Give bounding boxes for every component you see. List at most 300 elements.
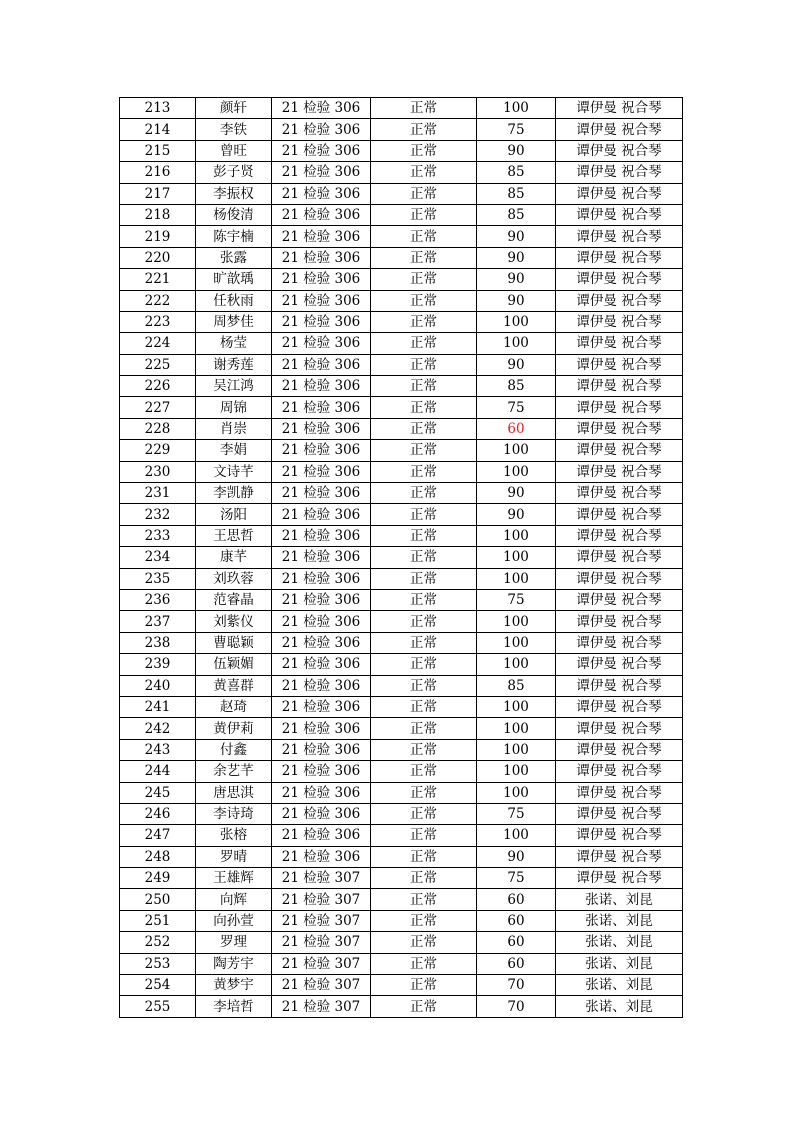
status-cell: 正常 <box>371 996 477 1017</box>
teacher-names: 谭伊曼 祝合琴 <box>556 825 683 846</box>
score-cell: 100 <box>477 525 556 546</box>
teacher-names: 谭伊曼 祝合琴 <box>556 333 683 354</box>
status-cell: 正常 <box>371 247 477 268</box>
status-cell: 正常 <box>371 525 477 546</box>
row-number: 253 <box>120 953 196 974</box>
teacher-names: 谭伊曼 祝合琴 <box>556 119 683 140</box>
teacher-names: 谭伊曼 祝合琴 <box>556 440 683 461</box>
student-name: 罗晴 <box>196 846 272 867</box>
status-cell: 正常 <box>371 782 477 803</box>
status-cell: 正常 <box>371 418 477 439</box>
student-name: 陶芳宇 <box>196 953 272 974</box>
class-name: 21 检验 306 <box>272 632 371 653</box>
table-row <box>120 162 683 183</box>
student-name: 刘玖蓉 <box>196 568 272 589</box>
teacher-names: 谭伊曼 祝合琴 <box>556 868 683 889</box>
score-cell: 100 <box>477 782 556 803</box>
table-row <box>120 461 683 482</box>
status-cell: 正常 <box>371 547 477 568</box>
student-name: 杨莹 <box>196 333 272 354</box>
row-number: 221 <box>120 269 196 290</box>
student-name: 任秋雨 <box>196 290 272 311</box>
class-name: 21 检验 306 <box>272 418 371 439</box>
table-row <box>120 354 683 375</box>
teacher-names: 张诺、刘昆 <box>556 996 683 1017</box>
score-cell: 75 <box>477 119 556 140</box>
student-name: 伍颖媚 <box>196 654 272 675</box>
class-name: 21 检验 306 <box>272 803 371 824</box>
status-cell: 正常 <box>371 932 477 953</box>
row-number: 237 <box>120 611 196 632</box>
student-name: 康芊 <box>196 547 272 568</box>
table-row <box>120 953 683 974</box>
student-name: 陈宇楠 <box>196 226 272 247</box>
status-cell: 正常 <box>371 119 477 140</box>
class-name: 21 检验 306 <box>272 675 371 696</box>
class-name: 21 检验 306 <box>272 333 371 354</box>
score-cell: 100 <box>477 825 556 846</box>
row-number: 227 <box>120 397 196 418</box>
table-row <box>120 183 683 204</box>
class-name: 21 检验 306 <box>272 98 371 119</box>
student-name: 谢秀莲 <box>196 354 272 375</box>
class-name: 21 检验 306 <box>272 376 371 397</box>
status-cell: 正常 <box>371 504 477 525</box>
score-cell: 100 <box>477 461 556 482</box>
status-cell: 正常 <box>371 226 477 247</box>
table-row <box>120 376 683 397</box>
student-name: 李培哲 <box>196 996 272 1017</box>
table-row <box>120 889 683 910</box>
row-number: 252 <box>120 932 196 953</box>
teacher-names: 谭伊曼 祝合琴 <box>556 461 683 482</box>
student-name: 黄喜群 <box>196 675 272 696</box>
table-row <box>120 119 683 140</box>
class-name: 21 检验 306 <box>272 226 371 247</box>
score-cell: 60 <box>477 418 556 439</box>
score-cell: 100 <box>477 718 556 739</box>
class-name: 21 检验 306 <box>272 825 371 846</box>
teacher-names: 谭伊曼 祝合琴 <box>556 354 683 375</box>
student-name: 罗理 <box>196 932 272 953</box>
table-row <box>120 910 683 931</box>
class-name: 21 检验 306 <box>272 119 371 140</box>
class-name: 21 检验 306 <box>272 761 371 782</box>
row-number: 254 <box>120 975 196 996</box>
class-name: 21 检验 306 <box>272 204 371 225</box>
teacher-names: 张诺、刘昆 <box>556 975 683 996</box>
score-cell: 60 <box>477 953 556 974</box>
score-cell: 85 <box>477 675 556 696</box>
status-cell: 正常 <box>371 846 477 867</box>
score-cell: 90 <box>477 269 556 290</box>
row-number: 246 <box>120 803 196 824</box>
score-cell: 90 <box>477 290 556 311</box>
student-name: 李铁 <box>196 119 272 140</box>
table-row <box>120 311 683 332</box>
student-name: 吴江鸿 <box>196 376 272 397</box>
student-name: 张榕 <box>196 825 272 846</box>
table-row <box>120 418 683 439</box>
student-name: 彭子贤 <box>196 162 272 183</box>
status-cell: 正常 <box>371 568 477 589</box>
status-cell: 正常 <box>371 483 477 504</box>
class-name: 21 检验 306 <box>272 611 371 632</box>
row-number: 226 <box>120 376 196 397</box>
status-cell: 正常 <box>371 204 477 225</box>
teacher-names: 谭伊曼 祝合琴 <box>556 98 683 119</box>
score-cell: 100 <box>477 98 556 119</box>
student-name: 向孙萱 <box>196 910 272 931</box>
table-row <box>120 846 683 867</box>
score-cell: 85 <box>477 183 556 204</box>
class-name: 21 检验 306 <box>272 140 371 161</box>
teacher-names: 谭伊曼 祝合琴 <box>556 311 683 332</box>
teacher-names: 张诺、刘昆 <box>556 953 683 974</box>
table-row <box>120 440 683 461</box>
row-number: 247 <box>120 825 196 846</box>
score-cell: 75 <box>477 868 556 889</box>
teacher-names: 张诺、刘昆 <box>556 889 683 910</box>
student-roster-table <box>119 97 683 1018</box>
class-name: 21 检验 306 <box>272 397 371 418</box>
score-cell: 60 <box>477 889 556 910</box>
teacher-names: 谭伊曼 祝合琴 <box>556 183 683 204</box>
student-name: 文诗芊 <box>196 461 272 482</box>
table-row <box>120 675 683 696</box>
class-name: 21 检验 306 <box>272 354 371 375</box>
teacher-names: 谭伊曼 祝合琴 <box>556 376 683 397</box>
student-name: 张露 <box>196 247 272 268</box>
status-cell: 正常 <box>371 718 477 739</box>
student-name: 李凯静 <box>196 483 272 504</box>
teacher-names: 谭伊曼 祝合琴 <box>556 782 683 803</box>
teacher-names: 谭伊曼 祝合琴 <box>556 140 683 161</box>
status-cell: 正常 <box>371 269 477 290</box>
status-cell: 正常 <box>371 376 477 397</box>
row-number: 216 <box>120 162 196 183</box>
score-cell: 100 <box>477 696 556 717</box>
class-name: 21 检验 306 <box>272 311 371 332</box>
score-cell: 90 <box>477 504 556 525</box>
score-cell: 60 <box>477 910 556 931</box>
status-cell: 正常 <box>371 739 477 760</box>
row-number: 236 <box>120 589 196 610</box>
table-row <box>120 932 683 953</box>
score-cell: 90 <box>477 354 556 375</box>
class-name: 21 检验 307 <box>272 868 371 889</box>
status-cell: 正常 <box>371 162 477 183</box>
row-number: 250 <box>120 889 196 910</box>
row-number: 223 <box>120 311 196 332</box>
student-name: 曾旺 <box>196 140 272 161</box>
status-cell: 正常 <box>371 333 477 354</box>
score-cell: 60 <box>477 932 556 953</box>
table-row <box>120 782 683 803</box>
score-cell: 100 <box>477 632 556 653</box>
row-number: 240 <box>120 675 196 696</box>
teacher-names: 谭伊曼 祝合琴 <box>556 547 683 568</box>
status-cell: 正常 <box>371 761 477 782</box>
table-row <box>120 140 683 161</box>
row-number: 213 <box>120 98 196 119</box>
class-name: 21 检验 307 <box>272 996 371 1017</box>
row-number: 217 <box>120 183 196 204</box>
row-number: 238 <box>120 632 196 653</box>
class-name: 21 检验 306 <box>272 568 371 589</box>
status-cell: 正常 <box>371 611 477 632</box>
row-number: 249 <box>120 868 196 889</box>
status-cell: 正常 <box>371 975 477 996</box>
teacher-names: 谭伊曼 祝合琴 <box>556 397 683 418</box>
table-row <box>120 803 683 824</box>
student-name: 周锦 <box>196 397 272 418</box>
table-row <box>120 975 683 996</box>
table-row <box>120 718 683 739</box>
teacher-names: 谭伊曼 祝合琴 <box>556 247 683 268</box>
row-number: 214 <box>120 119 196 140</box>
teacher-names: 谭伊曼 祝合琴 <box>556 675 683 696</box>
student-name: 黄梦宇 <box>196 975 272 996</box>
score-cell: 90 <box>477 226 556 247</box>
table-row <box>120 269 683 290</box>
table-row <box>120 98 683 119</box>
score-cell: 90 <box>477 247 556 268</box>
teacher-names: 谭伊曼 祝合琴 <box>556 162 683 183</box>
teacher-names: 谭伊曼 祝合琴 <box>556 483 683 504</box>
status-cell: 正常 <box>371 910 477 931</box>
table-row <box>120 204 683 225</box>
class-name: 21 检验 306 <box>272 269 371 290</box>
table-row <box>120 504 683 525</box>
student-name: 曹聪颖 <box>196 632 272 653</box>
teacher-names: 谭伊曼 祝合琴 <box>556 718 683 739</box>
row-number: 245 <box>120 782 196 803</box>
row-number: 215 <box>120 140 196 161</box>
status-cell: 正常 <box>371 183 477 204</box>
student-name: 黄伊莉 <box>196 718 272 739</box>
class-name: 21 检验 306 <box>272 183 371 204</box>
score-cell: 85 <box>477 204 556 225</box>
table-row <box>120 568 683 589</box>
class-name: 21 检验 306 <box>272 739 371 760</box>
class-name: 21 检验 306 <box>272 525 371 546</box>
status-cell: 正常 <box>371 889 477 910</box>
class-name: 21 检验 306 <box>272 589 371 610</box>
class-name: 21 检验 306 <box>272 718 371 739</box>
row-number: 255 <box>120 996 196 1017</box>
score-cell: 85 <box>477 376 556 397</box>
class-name: 21 检验 306 <box>272 290 371 311</box>
table-row <box>120 825 683 846</box>
class-name: 21 检验 307 <box>272 953 371 974</box>
student-name: 旷歆瑀 <box>196 269 272 290</box>
class-name: 21 检验 307 <box>272 975 371 996</box>
row-number: 232 <box>120 504 196 525</box>
class-name: 21 检验 306 <box>272 654 371 675</box>
class-name: 21 检验 306 <box>272 483 371 504</box>
teacher-names: 谭伊曼 祝合琴 <box>556 696 683 717</box>
row-number: 222 <box>120 290 196 311</box>
student-name: 王思哲 <box>196 525 272 546</box>
student-name: 周梦佳 <box>196 311 272 332</box>
row-number: 224 <box>120 333 196 354</box>
student-name: 刘紫仪 <box>196 611 272 632</box>
status-cell: 正常 <box>371 589 477 610</box>
status-cell: 正常 <box>371 290 477 311</box>
table-row <box>120 654 683 675</box>
student-name: 汤阳 <box>196 504 272 525</box>
status-cell: 正常 <box>371 696 477 717</box>
row-number: 234 <box>120 547 196 568</box>
student-name: 颜轩 <box>196 98 272 119</box>
table-row <box>120 525 683 546</box>
row-number: 243 <box>120 739 196 760</box>
status-cell: 正常 <box>371 868 477 889</box>
student-name: 李娟 <box>196 440 272 461</box>
student-name: 付鑫 <box>196 739 272 760</box>
status-cell: 正常 <box>371 803 477 824</box>
status-cell: 正常 <box>371 825 477 846</box>
row-number: 235 <box>120 568 196 589</box>
teacher-names: 谭伊曼 祝合琴 <box>556 226 683 247</box>
teacher-names: 谭伊曼 祝合琴 <box>556 568 683 589</box>
teacher-names: 谭伊曼 祝合琴 <box>556 739 683 760</box>
score-cell: 75 <box>477 589 556 610</box>
teacher-names: 谭伊曼 祝合琴 <box>556 204 683 225</box>
class-name: 21 检验 306 <box>272 547 371 568</box>
class-name: 21 检验 306 <box>272 782 371 803</box>
score-cell: 100 <box>477 654 556 675</box>
teacher-names: 谭伊曼 祝合琴 <box>556 418 683 439</box>
score-cell: 100 <box>477 333 556 354</box>
class-name: 21 检验 306 <box>272 162 371 183</box>
table-row <box>120 696 683 717</box>
score-cell: 70 <box>477 996 556 1017</box>
class-name: 21 检验 306 <box>272 846 371 867</box>
table-row <box>120 632 683 653</box>
teacher-names: 谭伊曼 祝合琴 <box>556 632 683 653</box>
teacher-names: 谭伊曼 祝合琴 <box>556 846 683 867</box>
teacher-names: 谭伊曼 祝合琴 <box>556 269 683 290</box>
row-number: 230 <box>120 461 196 482</box>
row-number: 218 <box>120 204 196 225</box>
row-number: 219 <box>120 226 196 247</box>
teacher-names: 谭伊曼 祝合琴 <box>556 611 683 632</box>
row-number: 242 <box>120 718 196 739</box>
teacher-names: 谭伊曼 祝合琴 <box>556 504 683 525</box>
student-name: 余艺芊 <box>196 761 272 782</box>
table-row <box>120 996 683 1017</box>
table-row <box>120 547 683 568</box>
student-name: 杨俊清 <box>196 204 272 225</box>
status-cell: 正常 <box>371 397 477 418</box>
class-name: 21 检验 307 <box>272 889 371 910</box>
teacher-names: 谭伊曼 祝合琴 <box>556 589 683 610</box>
student-name: 李振权 <box>196 183 272 204</box>
class-name: 21 检验 306 <box>272 247 371 268</box>
student-name: 唐思淇 <box>196 782 272 803</box>
row-number: 244 <box>120 761 196 782</box>
score-cell: 100 <box>477 547 556 568</box>
status-cell: 正常 <box>371 440 477 461</box>
table-row <box>120 247 683 268</box>
student-name: 范睿晶 <box>196 589 272 610</box>
score-cell: 100 <box>477 568 556 589</box>
teacher-names: 张诺、刘昆 <box>556 910 683 931</box>
status-cell: 正常 <box>371 461 477 482</box>
row-number: 239 <box>120 654 196 675</box>
row-number: 248 <box>120 846 196 867</box>
table-row <box>120 397 683 418</box>
student-name: 李诗琦 <box>196 803 272 824</box>
status-cell: 正常 <box>371 98 477 119</box>
class-name: 21 检验 306 <box>272 696 371 717</box>
row-number: 225 <box>120 354 196 375</box>
score-cell: 75 <box>477 803 556 824</box>
score-cell: 85 <box>477 162 556 183</box>
row-number: 229 <box>120 440 196 461</box>
class-name: 21 检验 306 <box>272 440 371 461</box>
score-cell: 100 <box>477 739 556 760</box>
status-cell: 正常 <box>371 632 477 653</box>
score-cell: 100 <box>477 311 556 332</box>
score-cell: 70 <box>477 975 556 996</box>
table-row <box>120 739 683 760</box>
table-row <box>120 589 683 610</box>
class-name: 21 检验 306 <box>272 461 371 482</box>
class-name: 21 检验 307 <box>272 910 371 931</box>
table-row <box>120 290 683 311</box>
teacher-names: 谭伊曼 祝合琴 <box>556 803 683 824</box>
row-number: 251 <box>120 910 196 931</box>
status-cell: 正常 <box>371 354 477 375</box>
table-row <box>120 226 683 247</box>
teacher-names: 张诺、刘昆 <box>556 932 683 953</box>
score-cell: 90 <box>477 140 556 161</box>
table-row <box>120 483 683 504</box>
student-name: 向辉 <box>196 889 272 910</box>
student-name: 肖崇 <box>196 418 272 439</box>
teacher-names: 谭伊曼 祝合琴 <box>556 761 683 782</box>
teacher-names: 谭伊曼 祝合琴 <box>556 654 683 675</box>
status-cell: 正常 <box>371 311 477 332</box>
teacher-names: 谭伊曼 祝合琴 <box>556 290 683 311</box>
score-cell: 90 <box>477 846 556 867</box>
table-row <box>120 333 683 354</box>
score-cell: 90 <box>477 483 556 504</box>
class-name: 21 检验 307 <box>272 932 371 953</box>
row-number: 228 <box>120 418 196 439</box>
teacher-names: 谭伊曼 祝合琴 <box>556 525 683 546</box>
roster-body <box>120 98 683 1018</box>
row-number: 233 <box>120 525 196 546</box>
class-name: 21 检验 306 <box>272 504 371 525</box>
status-cell: 正常 <box>371 675 477 696</box>
row-number: 241 <box>120 696 196 717</box>
status-cell: 正常 <box>371 654 477 675</box>
status-cell: 正常 <box>371 953 477 974</box>
student-name: 王雄辉 <box>196 868 272 889</box>
table-row <box>120 868 683 889</box>
score-cell: 75 <box>477 397 556 418</box>
status-cell: 正常 <box>371 140 477 161</box>
student-name: 赵琦 <box>196 696 272 717</box>
score-cell: 100 <box>477 440 556 461</box>
table-row <box>120 761 683 782</box>
score-cell: 100 <box>477 761 556 782</box>
score-cell: 100 <box>477 611 556 632</box>
